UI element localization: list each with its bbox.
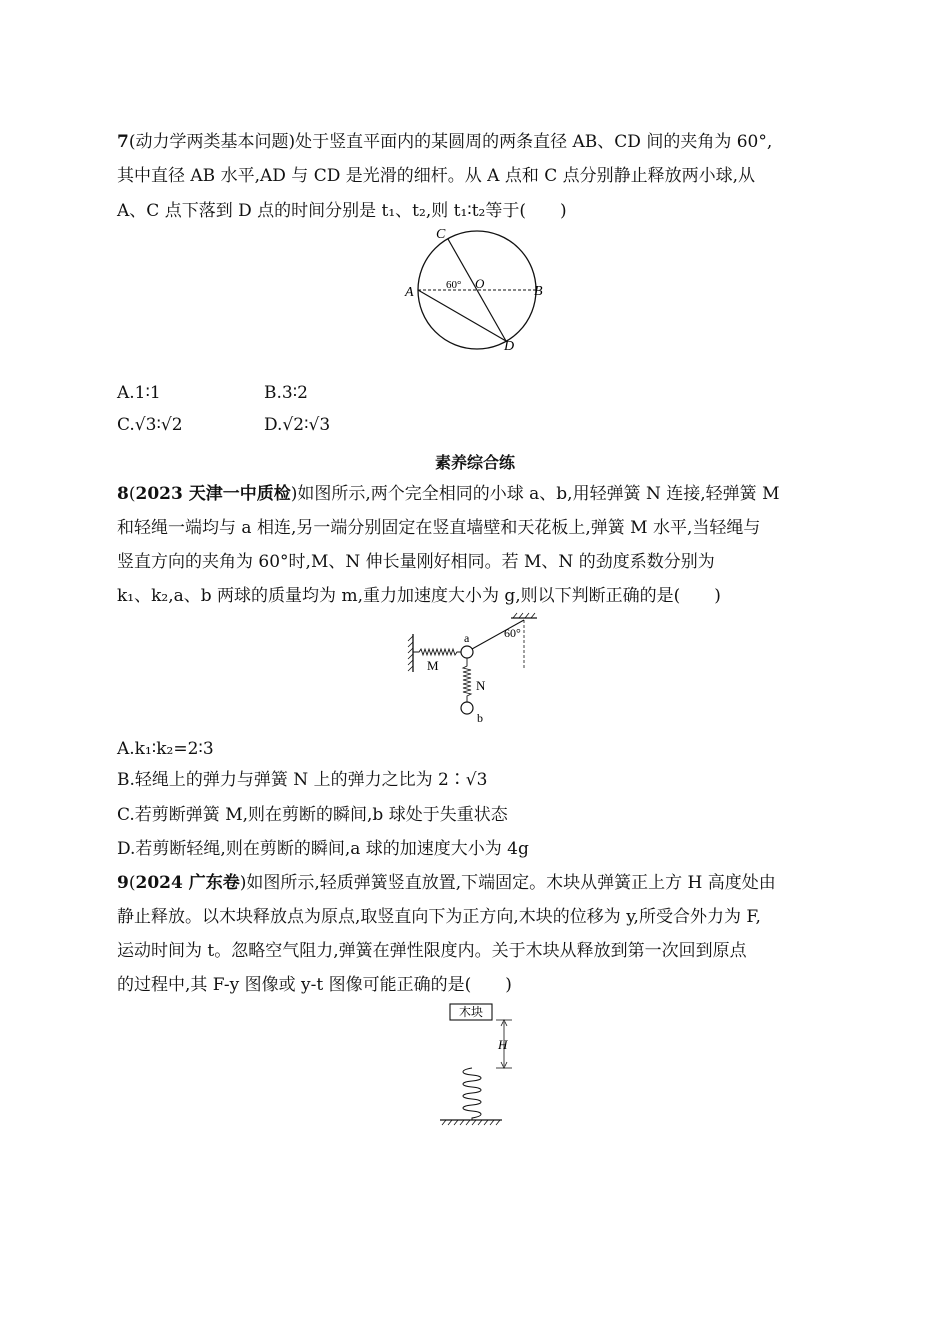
q8-line-1: [117, 482, 779, 506]
q7-source: (动力学两类基本问题): [128, 132, 296, 152]
q9-number: 9: [117, 873, 129, 893]
label-c: C: [436, 227, 446, 242]
ceiling-hatch: [513, 613, 535, 618]
q8-option-d: D.若剪断轻绳,则在剪断的瞬间,a 球的加速度大小为 4g: [117, 839, 529, 859]
q7-line-1: [117, 130, 772, 154]
spring: [463, 1068, 481, 1120]
q8-line-4: k₁、k₂,a、b 两球的质量均为 m,重力加速度大小为 g,则以下判断正确的是( ): [117, 586, 721, 606]
q8-line-2: 和轻绳一端均与 a 相连,另一端分别固定在竖直墙壁和天花板上,弹簧 M 水平,当轻绳与: [117, 518, 761, 538]
spring-m: [413, 649, 461, 655]
q7-option-d: D.√2∶√3: [264, 415, 331, 435]
label-d: D: [504, 339, 515, 354]
ground-hatch: [442, 1120, 500, 1125]
q8-option-a: A.k₁∶k₂=2∶3: [117, 739, 214, 759]
q7-circle-figure: [398, 226, 558, 356]
rod-ad: [418, 290, 506, 341]
q7-option-a: A.1∶1: [117, 383, 161, 403]
q8-line-3: 竖直方向的夹角为 60°时,M、N 伸长量刚好相同。若 M、N 的劲度系数分别为: [117, 552, 715, 572]
wall-hatch: [408, 636, 413, 671]
spring-n: [463, 658, 471, 702]
q8-text-1: )如图所示,两个完全相同的小球 a、b,用轻弹簧 N 连接,轻弹簧 M: [290, 484, 780, 504]
q8-number: 8: [117, 484, 129, 504]
angle-label: 60°: [446, 279, 462, 291]
q8-paren: (: [128, 484, 136, 504]
q7-number: 7: [117, 132, 129, 152]
q9-source: 2024 广东卷: [135, 873, 240, 893]
section-title: 素养综合练: [434, 453, 515, 472]
label-a: A: [405, 285, 414, 300]
q8-source: 2023 天津一中质检: [135, 484, 291, 504]
label-a: a: [464, 631, 470, 645]
q9-text-1: )如图所示,轻质弹簧竖直放置,下端固定。木块从弹簧正上方 H 高度处由: [239, 873, 776, 893]
label-b: B: [534, 284, 543, 299]
q9-line-2: 静止释放。以木块释放点为原点,取竖直向下为正方向,木块的位移为 y,所受合外力为 F,: [117, 907, 761, 927]
ball-b: [461, 702, 473, 714]
q8-option-b: B.轻绳上的弹力与弹簧 N 上的弹力之比为 2∶√3: [117, 770, 488, 790]
q7-option-c: C.√3∶√2: [117, 415, 183, 435]
q9-line-3: 运动时间为 t。忽略空气阻力,弹簧在弹性限度内。关于木块从释放到第一次回到原点: [117, 941, 747, 961]
q8-option-c: C.若剪断弹簧 M,则在剪断的瞬间,b 球处于失重状态: [117, 805, 508, 825]
label-m: M: [427, 658, 439, 673]
q9-spring-figure: [432, 1000, 522, 1130]
q9-line-4: 的过程中,其 F-y 图像或 y-t 图像可能正确的是( ): [117, 975, 512, 995]
label-h: H: [498, 1037, 508, 1052]
angle-label: 60°: [504, 626, 521, 640]
ball-a: [461, 646, 473, 658]
q7-option-b: B.3∶2: [264, 383, 308, 403]
q9-line-1: [117, 871, 776, 895]
label-o: O: [475, 276, 485, 291]
q7-line-2: 其中直径 AB 水平,AD 与 CD 是光滑的细杆。从 A 点和 C 点分别静止释放两小球,从: [117, 166, 756, 186]
label-b: b: [477, 711, 483, 725]
label-n: N: [476, 678, 486, 693]
q7-line-3: A、C 点下落到 D 点的时间分别是 t₁、t₂,则 t₁∶t₂等于( ): [117, 201, 567, 221]
q7-text-1: 处于竖直平面内的某圆周的两条直径 AB、CD 间的夹角为 60°,: [295, 132, 773, 152]
q9-paren: (: [128, 873, 136, 893]
block-label: 木块: [458, 1005, 484, 1019]
q8-spring-figure: [403, 612, 543, 727]
